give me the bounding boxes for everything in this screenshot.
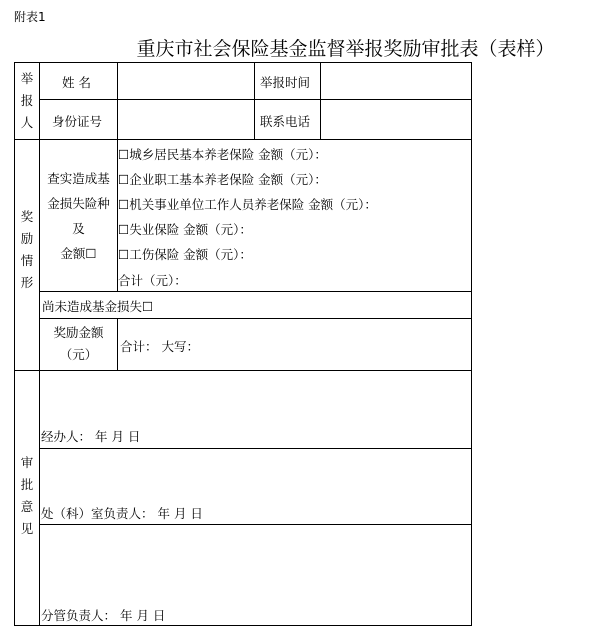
page-title: 重庆市社会保险基金监督举报奖励审批表（表样） xyxy=(136,38,555,60)
name-label: 姓 名 xyxy=(62,75,91,90)
office-head-signature: 处（科）室负责人： 年 月 日 xyxy=(41,506,203,521)
id-number-field[interactable] xyxy=(118,100,254,139)
insurance-option-enterprise-pension[interactable]: ☐企业职工基本养老保险 金额（元）： xyxy=(118,172,327,187)
leader-signature: 分管负责人： 年 月 日 xyxy=(41,608,166,623)
approval-side-label: 审 批 意 见 xyxy=(20,455,34,536)
reward-amount-field[interactable]: 合计： 大写： xyxy=(120,339,199,354)
insurance-option-institution-pension[interactable]: ☐机关事业单位工作人员养老保险 金额（元）： xyxy=(118,197,377,212)
name-field[interactable] xyxy=(118,63,254,99)
report-time-field[interactable] xyxy=(321,63,471,99)
insurance-option-urban-rural-pension[interactable]: ☐城乡居民基本养老保险 金额（元）： xyxy=(118,147,327,162)
id-number-label: 身份证号 xyxy=(52,114,103,129)
no-loss-option[interactable]: 尚未造成基金损失☐ xyxy=(42,299,154,314)
handler-signature: 经办人： 年 月 日 xyxy=(41,429,141,444)
total-amount-label: 合计（元）： xyxy=(118,273,187,288)
insurance-option-work-injury[interactable]: ☐工伤保险 金额（元）： xyxy=(118,247,252,262)
phone-label: 联系电话 xyxy=(260,114,311,129)
phone-field[interactable] xyxy=(321,100,471,139)
report-time-label: 举报时间 xyxy=(260,75,311,90)
insurance-option-unemployment[interactable]: ☐失业保险 金额（元）： xyxy=(118,222,252,237)
verified-loss-label: 查实造成基 金损失险种 及 金额☐ xyxy=(47,171,110,261)
reward-side-label: 奖 励 情 形 xyxy=(20,209,34,290)
reporter-side-label: 举 报 人 xyxy=(20,71,34,130)
reward-amount-label: 奖励金额 （元） xyxy=(53,325,104,362)
attachment-label: 附表1 xyxy=(14,10,46,24)
